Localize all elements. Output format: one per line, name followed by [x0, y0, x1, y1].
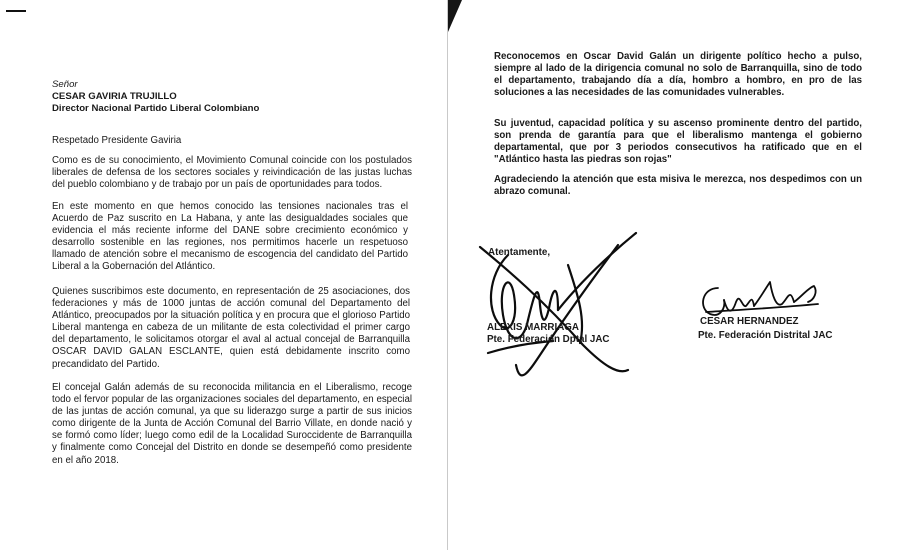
paragraph-7: Agradeciendo la atención que esta misiva le merezca, nos despedimos con un abrazo comunal.	[494, 174, 862, 198]
signatory-1-name: ALEXIS MARRIAGA	[487, 322, 579, 333]
paragraph-2: En este momento en que hemos conocido las tensiones nacionales tras el Acuerdo de Paz suscrito en La Habana, y ante las desigualdades sociales que evidencia el más reciente informe del DANE sobre crecimiento económico y desarrollo sostenible en las regiones, nos permitimos hacerle un respetuoso llamado de atención sobre el mecanismo de escogencia del candidato del Partido Liberal a la Gobernación del Atlántico.	[52, 201, 408, 273]
closing-atentamente: Atentamente,	[488, 247, 551, 258]
letter-page-right	[447, 0, 900, 550]
signatory-1-title: Pte. Federación Dptal JAC	[487, 334, 610, 345]
recipient-title: Señor	[52, 79, 78, 90]
paragraph-3: Quienes suscribimos este documento, en representación de 25 asociaciones, dos federaciones y más de 1000 juntas de acción comunal del Departamento del Atlántico, preocupados por la situación política y en procura que el glorioso Partido Liberal mantenga en cabeza de un militante de esta colectividad el primer cargo del departamento, le solicitamos otorgar el aval al actual concejal de Barranquilla OSCAR DAVID GALAN ESCLANTE, quien está debidamente inscrito como precandidato del Partido.	[52, 286, 410, 370]
recipient-name: CESAR GAVIRIA TRUJILLO	[52, 91, 177, 102]
paragraph-5: Reconocemos en Oscar David Galán un dirigente político hecho a pulso, siempre al lado de la dirigencia comunal no solo de Barranquilla, sino de todo el departamento, trabajando día a día, hombro a hombro, en pro de las soluciones a las necesidades de las comunidades vulnerables.	[494, 51, 862, 99]
signatory-2-title: Pte. Federación Distrital JAC	[698, 330, 833, 341]
letter-page-left	[0, 0, 447, 550]
paragraph-1: Como es de su conocimiento, el Movimiento Comunal coincide con los postulados liberales de defensa de los sectores sociales y reivindicación de las justas luchas del pueblo colombiano y de trabajo por un país de oportunidades para todos.	[52, 155, 412, 191]
signatory-2-name: CESAR HERNANDEZ	[700, 316, 799, 327]
paragraph-6: Su juventud, capacidad política y su ascenso prominente dentro del partido, son prenda de garantía para que el liberalismo mantenga el gobierno departamental, que por 3 periodos consecutivos ha ratificado que en el "Atlántico hasta las piedras son rojas"	[494, 118, 862, 166]
scan-mark	[6, 10, 26, 12]
recipient-block	[52, 79, 259, 115]
recipient-position: Director Nacional Partido Liberal Colombiano	[52, 103, 260, 114]
scan-shadow-corner	[448, 0, 462, 32]
paragraph-4: El concejal Galán además de su reconocida militancia en el Liberalismo, recoge todo el fervor popular de las organizaciones sociales del departamento, en especial de las juntas de acción comunal, ya que su liderazgo surge a partir de sus inicios como dirigente de la Junta de Acción Comunal del Barrio Villate, en donde nació y se formó como líder; luego como edil de la Localidad Suroccidente de Barranquilla y finalmente como Concejal del Distrito en donde se desempeñó como presidente en el año 2018.	[52, 382, 412, 466]
greeting: Respetado Presidente Gaviria	[52, 135, 182, 146]
